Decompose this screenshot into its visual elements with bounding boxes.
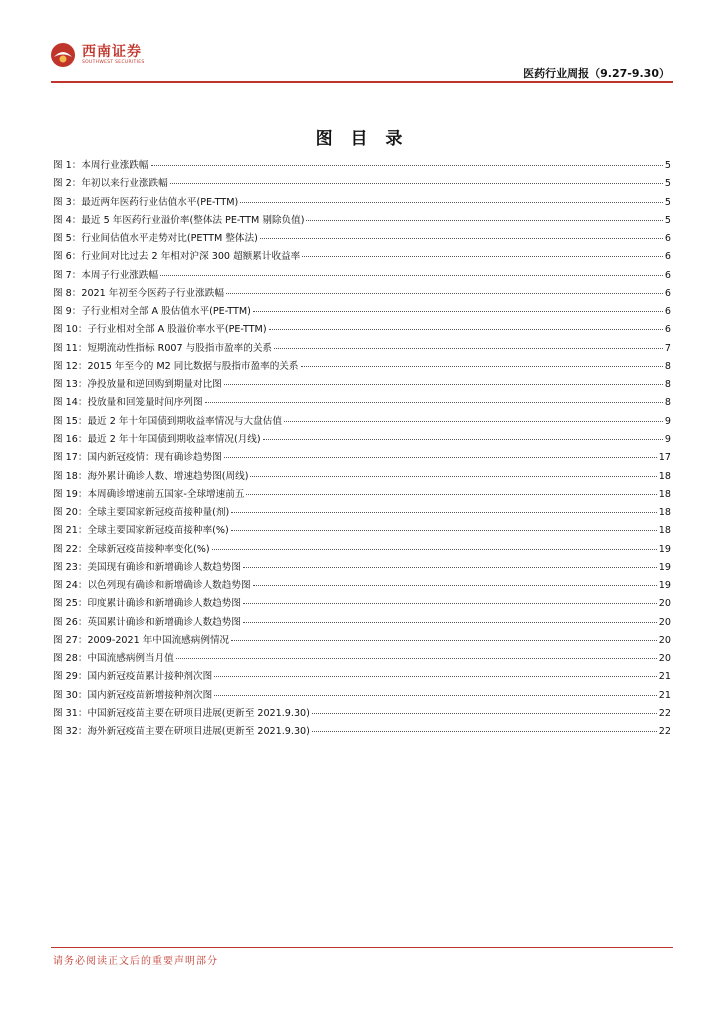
toc-entry-label: 图 23：	[53, 561, 88, 573]
toc-entry-leader	[253, 311, 663, 312]
toc-entry-leader	[212, 549, 657, 550]
toc-entry[interactable]	[53, 595, 671, 613]
toc-entry-label: 图 7：	[53, 269, 82, 281]
toc-entry-page: 6	[664, 251, 671, 263]
toc-entry[interactable]	[53, 668, 671, 686]
toc-entry-page: 6	[664, 324, 671, 336]
toc-entry[interactable]	[53, 632, 671, 650]
toc-entry[interactable]	[53, 303, 671, 321]
toc-entry-label: 图 31：	[53, 707, 88, 719]
toc-entry-page: 8	[664, 360, 671, 372]
toc-entry-label: 图 29：	[53, 671, 88, 683]
toc-entry-label: 图 14：	[53, 397, 88, 409]
toc-entry[interactable]	[53, 687, 671, 705]
toc-entry[interactable]	[53, 230, 671, 248]
toc-entry-page: 6	[664, 269, 671, 281]
toc-entry-title: 最近 5 年医药行业溢价率(整体法 PE-TTM 剔除负值)	[81, 214, 305, 226]
toc-heading: 图 目 录	[315, 129, 409, 149]
toc-entry[interactable]	[53, 504, 671, 522]
toc-entry[interactable]	[53, 285, 671, 303]
toc-entry-leader	[243, 603, 657, 604]
toc-entry[interactable]	[53, 157, 671, 175]
toc-entry-leader	[176, 658, 657, 659]
toc-entry[interactable]	[53, 321, 671, 339]
toc-entry-page: 17	[658, 452, 671, 464]
toc-entry[interactable]	[53, 559, 671, 577]
toc-entry[interactable]	[53, 723, 671, 741]
toc-entry-page: 19	[658, 543, 671, 555]
toc-entry-page: 19	[658, 561, 671, 573]
toc-entry-title: 以色列现有确诊和新增确诊人数趋势图	[87, 580, 251, 592]
toc-entry-page: 5	[664, 196, 671, 208]
page-header	[0, 0, 724, 82]
toc-entry-title: 净投放量和逆回购到期量对比图	[87, 379, 222, 391]
toc-entry[interactable]	[53, 468, 671, 486]
toc-entry-label: 图 13：	[53, 379, 88, 391]
toc-entry[interactable]	[53, 413, 671, 431]
toc-entry-page: 7	[664, 342, 671, 354]
toc-entry-label: 图 2：	[53, 178, 82, 190]
toc-entry-page: 18	[658, 488, 671, 500]
toc-entry-title: 国内新冠疫苗新增接种剂次图	[87, 689, 213, 701]
toc-entry-page: 22	[658, 726, 671, 738]
toc-entry-leader	[214, 676, 657, 677]
toc-entry-page: 20	[658, 598, 671, 610]
toc-entry-leader	[301, 366, 663, 367]
toc-entry-title: 2015 年至今的 M2 同比数据与股指市盈率的关系	[87, 360, 299, 372]
toc-entry-page: 8	[664, 379, 671, 391]
toc-entry-label: 图 4：	[53, 214, 82, 226]
toc-entry-title: 国内新冠疫苗累计接种剂次图	[87, 671, 213, 683]
toc-entry[interactable]	[53, 376, 671, 394]
report-title: 医药行业周报（9.27-9.30）	[523, 67, 670, 80]
toc-entry-label: 图 26：	[53, 616, 88, 628]
logo-wordmark	[82, 44, 145, 66]
toc-entry-title: 短期流动性指标 R007 与股指市盈率的关系	[87, 342, 273, 354]
toc-entry-leader	[312, 731, 657, 732]
toc-entry-label: 图 22：	[53, 543, 88, 555]
toc-entry-page: 5	[664, 160, 671, 171]
toc-entry-page: 5	[664, 214, 671, 226]
toc-entry-page: 21	[658, 689, 671, 701]
toc-entry-page: 21	[658, 671, 671, 683]
toc-entry-page: 18	[658, 525, 671, 537]
toc-entry-leader	[250, 476, 656, 477]
toc-entry-label: 图 18：	[53, 470, 88, 482]
toc-entry-page: 20	[658, 634, 671, 646]
toc-entry[interactable]	[53, 522, 671, 540]
toc-entry-label: 图 32：	[53, 726, 88, 738]
header-divider	[51, 81, 673, 83]
toc-entry-label: 图 1：	[53, 160, 82, 171]
toc-entry-label: 图 10：	[53, 324, 88, 336]
toc-entry-title: 英国累计确诊和新增确诊人数趋势图	[87, 616, 241, 628]
toc-entry-leader	[170, 183, 663, 184]
toc-entry-page: 22	[658, 707, 671, 719]
toc-entry-title: 本周行业涨跌幅	[81, 160, 149, 171]
toc-entry[interactable]	[53, 340, 671, 358]
toc-entry-title: 本周子行业涨跌幅	[81, 269, 159, 281]
toc-entry-title: 年初以来行业涨跌幅	[81, 178, 168, 190]
toc-entry[interactable]	[53, 394, 671, 412]
toc-entry-leader	[253, 585, 657, 586]
toc-entry-leader	[226, 293, 663, 294]
toc-entry-title: 中国流感病例当月值	[87, 653, 174, 665]
toc-entry-leader	[302, 256, 663, 257]
toc-entry[interactable]	[53, 358, 671, 376]
toc-entry-title: 行业间估值水平走势对比(PETTM 整体法)	[81, 233, 258, 245]
toc-entry-label: 图 11：	[53, 342, 88, 354]
toc-entry-title: 行业间对比过去 2 年相对沪深 300 超额累计收益率	[81, 251, 301, 263]
toc-entry[interactable]	[53, 449, 671, 467]
toc-entry-label: 图 6：	[53, 251, 82, 263]
toc-entry[interactable]	[53, 650, 671, 668]
toc-entry-page: 18	[658, 470, 671, 482]
toc-entry-leader	[231, 512, 657, 513]
toc-entry-title: 印度累计确诊和新增确诊人数趋势图	[87, 598, 241, 610]
toc-entry-title: 海外累计确诊人数、增速趋势图(周线)	[87, 470, 249, 482]
toc-entry-leader	[160, 275, 663, 276]
toc-entry-leader	[312, 713, 657, 714]
toc-entry-leader	[231, 530, 657, 531]
toc-entry-label: 图 9：	[53, 306, 82, 318]
toc-entry-title: 美国现有确诊和新增确诊人数趋势图	[87, 561, 241, 573]
toc-entry-page: 8	[664, 397, 671, 409]
toc-entry-leader	[231, 640, 657, 641]
toc-entry-label: 图 27：	[53, 634, 88, 646]
toc-entry-title: 2009-2021 年中国流感病例情况	[87, 634, 230, 646]
toc-entry-label: 图 16：	[53, 433, 88, 445]
toc-entry-title: 海外新冠疫苗主要在研项目进展(更新至 2021.9.30)	[87, 726, 310, 738]
toc-entry-page: 18	[658, 507, 671, 519]
toc-entry[interactable]	[53, 614, 671, 632]
footer-divider	[51, 947, 673, 948]
toc-entry[interactable]	[53, 705, 671, 723]
logo-english-name: SOUTHWEST SECURITIES	[82, 60, 145, 65]
toc-entry-title: 本周确诊增速前五国家-全球增速前五	[87, 488, 245, 500]
toc-entry-page: 9	[664, 415, 671, 427]
toc-entry-label: 图 24：	[53, 580, 88, 592]
toc-entry[interactable]	[53, 248, 671, 266]
toc-entry-title: 2021 年初至今医药子行业涨跌幅	[81, 287, 224, 299]
toc-entry-leader	[260, 238, 663, 239]
toc-entry-page: 20	[658, 616, 671, 628]
toc-entry-label: 图 20：	[53, 507, 88, 519]
toc-entry-title: 国内新冠疫情：现有确诊趋势图	[87, 452, 222, 464]
toc-entry-leader	[246, 494, 656, 495]
toc-entry-title: 全球主要国家新冠疫苗接种量(剂)	[87, 507, 230, 519]
logo-chinese-name: 西南证券	[82, 44, 142, 60]
toc-entry-label: 图 28：	[53, 653, 88, 665]
logo-emblem-icon	[50, 42, 76, 68]
toc-entry[interactable]	[53, 212, 671, 230]
toc-entry-title: 全球新冠疫苗接种率变化(%)	[87, 543, 210, 555]
toc-entry-label: 图 15：	[53, 415, 88, 427]
toc-entry[interactable]	[53, 175, 671, 193]
toc-entry[interactable]	[53, 577, 671, 595]
toc-entry-leader	[240, 202, 663, 203]
toc-entry-leader	[214, 695, 657, 696]
toc-entry-leader	[263, 439, 663, 440]
toc-entry-title: 投放量和回笼量时间序列图	[87, 397, 203, 409]
toc-entry-label: 图 21：	[53, 525, 88, 537]
toc-entry-label: 图 12：	[53, 360, 88, 372]
toc-entry-leader	[274, 348, 663, 349]
toc-entry-page: 6	[664, 287, 671, 299]
toc-entry-leader	[284, 421, 663, 422]
toc-entry-leader	[269, 329, 663, 330]
toc-entry-leader	[243, 622, 657, 623]
toc-entry-title: 最近 2 年十年国债到期收益率情况(月线)	[87, 433, 261, 445]
figure-toc-list	[53, 157, 671, 742]
toc-entry-title: 最近两年医药行业估值水平(PE-TTM)	[81, 196, 239, 208]
toc-entry-leader	[243, 567, 657, 568]
toc-entry-page: 20	[658, 653, 671, 665]
toc-entry-label: 图 30：	[53, 689, 88, 701]
company-logo	[50, 42, 145, 68]
toc-entry-label: 图 5：	[53, 233, 82, 245]
toc-entry-title: 全球主要国家新冠疫苗接种率(%)	[87, 525, 229, 537]
toc-entry-leader	[205, 402, 663, 403]
toc-entry-title: 子行业相对全部 A 股估值水平(PE-TTM)	[81, 306, 251, 318]
toc-entry-page: 9	[664, 433, 671, 445]
toc-entry-title: 子行业相对全部 A 股溢价率水平(PE-TTM)	[87, 324, 267, 336]
toc-entry-page: 5	[664, 178, 671, 190]
toc-entry[interactable]	[53, 194, 671, 212]
toc-entry-title: 最近 2 年十年国债到期收益率情况与大盘估值	[87, 415, 282, 427]
toc-entry-page: 6	[664, 306, 671, 318]
toc-entry[interactable]	[53, 431, 671, 449]
toc-entry[interactable]	[53, 486, 671, 504]
toc-entry-leader	[151, 165, 663, 166]
toc-entry-page: 19	[658, 580, 671, 592]
toc-entry-leader	[306, 220, 662, 221]
toc-entry-label: 图 19：	[53, 488, 88, 500]
toc-entry-label: 图 25：	[53, 598, 88, 610]
toc-entry[interactable]	[53, 267, 671, 285]
toc-entry-title: 中国新冠疫苗主要在研项目进展(更新至 2021.9.30)	[87, 707, 310, 719]
toc-entry-leader	[224, 384, 663, 385]
toc-entry-label: 图 17：	[53, 452, 88, 464]
toc-entry-leader	[224, 457, 657, 458]
toc-entry-label: 图 3：	[53, 196, 82, 208]
toc-entry-page: 6	[664, 233, 671, 245]
toc-entry-label: 图 8：	[53, 287, 82, 299]
toc-entry[interactable]	[53, 541, 671, 559]
footer-disclaimer: 请务必阅读正文后的重要声明部分	[53, 956, 218, 967]
